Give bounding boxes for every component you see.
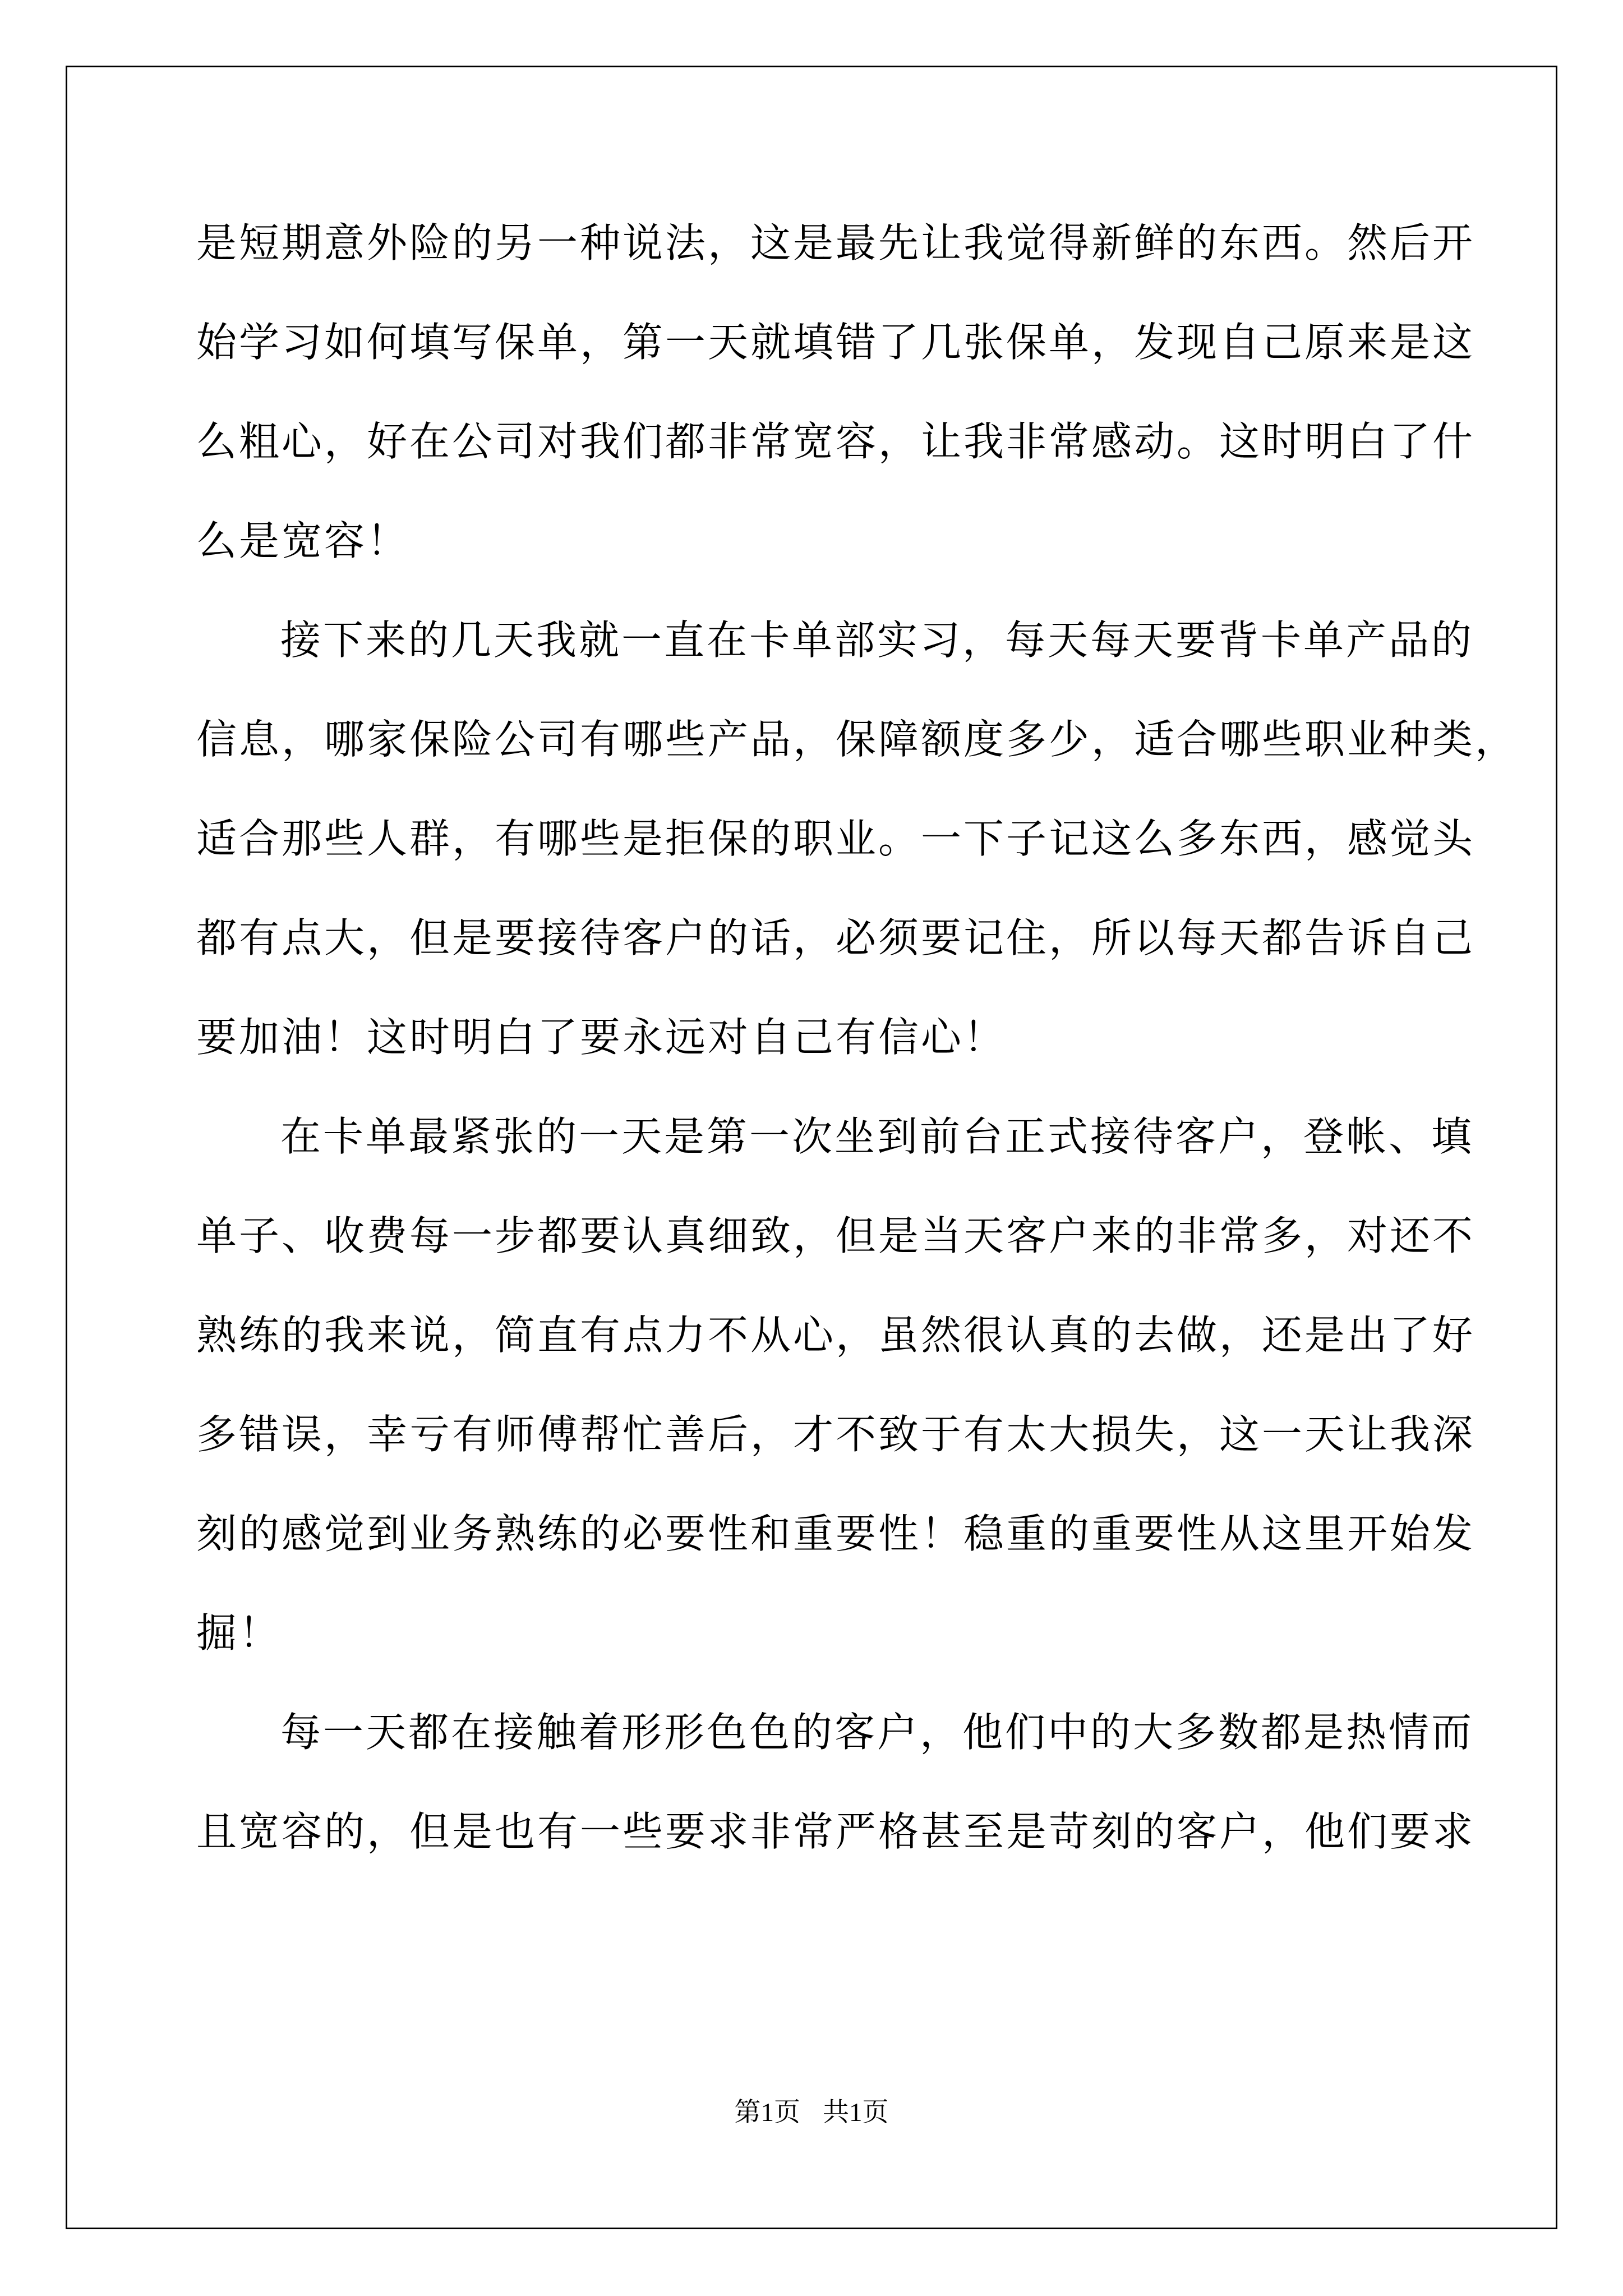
text-line: 掘！ [196, 1609, 282, 1657]
text-line: 始学习如何填写保单，第一天就填错了几张保单，发现自己原来是这 [196, 319, 1476, 366]
text-line: 刻的感觉到业务熟练的必要性和重要性！稳重的重要性从这里开始发 [196, 1510, 1476, 1557]
paragraph-first-line: 在卡单最紧张的一天是第一次坐到前台正式接待客户，登帐、填 [280, 1113, 1474, 1160]
text-line: 都有点大，但是要接待客户的话，必须要记住，所以每天都告诉自己 [196, 914, 1476, 961]
document-body [196, 215, 1518, 1903]
text-line: 熟练的我来说，简直有点力不从心，虽然很认真的去做，还是出了好 [196, 1312, 1476, 1359]
text-line: 单子、收费每一步都要认真细致，但是当天客户来的非常多，对还不 [196, 1212, 1476, 1259]
page-footer [0, 2096, 1623, 2129]
text-line: 适合那些人群，有哪些是拒保的职业。一下子记这么多东西，感觉头 [196, 815, 1476, 862]
page-number-current: 第1页 [734, 2098, 800, 2127]
page-number-total: 共1页 [823, 2098, 889, 2127]
text-line: 多错误，幸亏有师傅帮忙善后，才不致于有太大损失，这一天让我深 [196, 1411, 1476, 1458]
text-line: 信息，哪家保险公司有哪些产品，保障额度多少，适合哪些职业种类， [196, 716, 1518, 763]
text-line: 且宽容的，但是也有一些要求非常严格甚至是苛刻的客户，他们要求 [196, 1808, 1476, 1855]
paragraph-first-line: 每一天都在接触着形形色色的客户，他们中的大多数都是热情而 [280, 1709, 1474, 1756]
paragraph-first-line: 接下来的几天我就一直在卡单部实习，每天每天要背卡单产品的 [280, 616, 1474, 664]
text-line: 么是宽容！ [196, 517, 410, 564]
text-line: 要加油！这时明白了要永远对自己有信心！ [196, 1014, 1007, 1061]
text-line: 是短期意外险的另一种说法，这是最先让我觉得新鲜的东西。然后开 [196, 219, 1476, 266]
text-line: 么粗心，好在公司对我们都非常宽容，让我非常感动。这时明白了什 [196, 418, 1476, 465]
